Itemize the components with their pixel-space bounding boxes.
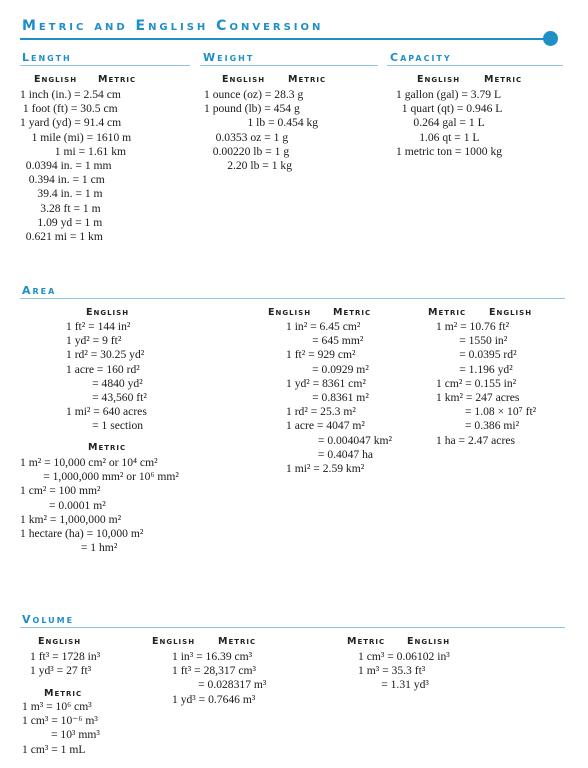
length-heading: Length (22, 51, 72, 64)
length-english-header: English (34, 74, 78, 85)
area-english-header-1: English (86, 307, 130, 318)
volume-metric-header-1: Metric (44, 688, 83, 699)
conversion-line: 1 gallon (gal) = 3.79 L (396, 88, 502, 101)
weight-heading: Weight (203, 51, 255, 64)
conversion-line: 0.264 gal = 1 L (396, 116, 485, 130)
conversion-line: = 0.028317 m³ (172, 678, 267, 692)
conversion-line: 1 ft³ = 28,317 cm³ (172, 664, 257, 678)
conversion-line: 1 metric ton = 1000 kg (396, 144, 503, 158)
volume-heading: Volume (22, 613, 75, 626)
volume-english-header-3: English (407, 636, 451, 647)
conversion-line: = 1,000,000 mm² or 10⁶ mm² (20, 470, 179, 484)
area-heading: Area (22, 284, 57, 297)
volume-metric-to-english-list (358, 650, 450, 693)
conversion-line: = 4840 yd² (66, 376, 143, 390)
volume-english-header-2: English (152, 636, 196, 647)
conversion-line: 1 acre = 4047 m² (286, 419, 365, 433)
conversion-line: 1 yd² = 9 ft² (66, 334, 122, 348)
area-metric-list (20, 456, 179, 555)
length-rule (20, 65, 190, 66)
area-metric-header-2: Metric (333, 307, 372, 318)
conversion-line: 1 m³ = 35.3 ft³ (358, 664, 426, 678)
conversion-line: 0.621 mi = 1 km (20, 230, 103, 244)
conversion-line: = 1 hm² (20, 541, 118, 555)
conversion-line: 1 rd² = 30.25 yd² (66, 348, 145, 362)
conversion-line: 1 km² = 1,000,000 m² (20, 512, 122, 526)
area-metric-header-3: Metric (428, 307, 467, 318)
page-title: Metric and English Conversion (22, 18, 324, 34)
conversion-line: 1 inch (in.) = 2.54 cm (20, 88, 121, 101)
conversion-line: 1 mi² = 2.59 km² (286, 462, 365, 476)
weight-english-header: English (222, 74, 266, 85)
conversion-line: 1 m² = 10.76 ft² (436, 320, 510, 333)
conversion-line: 0.0353 oz = 1 g (204, 130, 289, 144)
area-rule (20, 298, 565, 299)
conversion-line: 1 cm² = 0.155 in² (436, 376, 517, 390)
conversion-line: 1 rd² = 25.3 m² (286, 405, 356, 419)
conversion-line: 1 quart (qt) = 0.946 L (396, 102, 503, 116)
conversion-line: 1 cm² = 100 mm² (20, 484, 101, 498)
conversion-line: 39.4 in. = 1 m (20, 187, 103, 201)
weight-list (204, 88, 318, 173)
conversion-line: = 1.196 yd² (436, 362, 513, 376)
area-english-header-2: English (268, 307, 312, 318)
conversion-line: 1 ounce (oz) = 28.3 g (204, 88, 304, 101)
capacity-list (396, 88, 502, 159)
conversion-line: 0.0394 in. = 1 mm (20, 159, 112, 173)
conversion-line: = 0.8361 m² (286, 391, 369, 405)
conversion-line: 1 cm³ = 10⁻⁶ m³ (22, 714, 98, 728)
conversion-line: 1 in³ = 16.39 cm³ (172, 650, 253, 663)
conversion-line: 1 ft² = 144 in² (66, 320, 131, 333)
capacity-heading: Capacity (390, 51, 452, 64)
volume-english-to-metric-list (172, 650, 266, 707)
conversion-line: 1 km² = 247 acres (436, 391, 520, 405)
conversion-line: 1 yd³ = 0.7646 m³ (172, 692, 256, 706)
volume-rule (20, 627, 565, 628)
conversion-line: 1 ft² = 929 cm² (286, 348, 356, 362)
conversion-line: 1 in² = 6.45 cm² (286, 320, 361, 333)
conversion-line: = 1550 in² (436, 334, 508, 348)
conversion-line: 1 m³ = 10⁶ cm³ (22, 700, 92, 713)
conversion-line: 1 mi = 1.61 km (20, 144, 127, 158)
volume-metric-header-3: Metric (347, 636, 386, 647)
conversion-line: = 0.0929 m² (286, 362, 369, 376)
conversion-line: = 0.0395 rd² (436, 348, 517, 362)
capacity-rule (387, 65, 563, 66)
conversion-line: 1 foot (ft) = 30.5 cm (20, 102, 118, 116)
conversion-line: 0.394 in. = 1 cm (20, 173, 105, 187)
conversion-line: = 0.004047 km² (286, 433, 392, 447)
area-english-to-metric-list (286, 320, 392, 476)
conversion-line: = 43,560 ft² (66, 391, 147, 405)
conversion-line: 1 cm³ = 1 mL (22, 742, 86, 756)
volume-metric-list (22, 700, 100, 757)
conversion-line: 1 hectare (ha) = 10,000 m² (20, 527, 144, 541)
conversion-line: 1 pound (lb) = 454 g (204, 102, 300, 116)
conversion-line: 1 ha = 2.47 acres (436, 433, 515, 447)
conversion-line: = 1 section (66, 419, 144, 433)
conversion-line: 1.09 yd = 1 m (20, 215, 103, 229)
conversion-line: 2.20 lb = 1 kg (204, 159, 293, 173)
title-rule (20, 38, 550, 40)
conversion-line: = 1.08 × 10⁷ ft² (436, 405, 537, 419)
conversion-line: 1 cm³ = 0.06102 in³ (358, 650, 450, 663)
weight-rule (200, 65, 378, 66)
length-list (20, 88, 131, 244)
conversion-line: 1 m² = 10,000 cm² or 10⁴ cm² (20, 456, 158, 469)
conversion-line: = 10³ mm³ (22, 728, 100, 742)
length-metric-header: Metric (98, 74, 137, 85)
conversion-line: 1 lb = 0.454 kg (204, 116, 319, 130)
title-dot (543, 31, 558, 46)
conversion-line: 1 yard (yd) = 91.4 cm (20, 116, 122, 130)
area-english-header-3: English (489, 307, 533, 318)
capacity-english-header: English (417, 74, 461, 85)
conversion-line: 3.28 ft = 1 m (20, 201, 101, 215)
area-metric-to-english-list (436, 320, 536, 448)
area-english-list (66, 320, 147, 434)
conversion-line: 1 ft³ = 1728 in³ (30, 650, 101, 663)
volume-english-header-1: English (38, 636, 82, 647)
conversion-line: 1 yd² = 8361 cm² (286, 376, 366, 390)
volume-english-list (30, 650, 100, 678)
area-metric-header-1: Metric (88, 442, 127, 453)
conversion-line: 1 yd³ = 27 ft³ (30, 664, 92, 678)
conversion-line: 0.00220 lb = 1 g (204, 144, 290, 158)
conversion-line: 1 acre = 160 rd² (66, 362, 140, 376)
volume-metric-header-2: Metric (218, 636, 257, 647)
conversion-line: = 0.386 mi² (436, 419, 520, 433)
weight-metric-header: Metric (288, 74, 327, 85)
conversion-line: = 1.31 yd³ (358, 678, 429, 692)
capacity-metric-header: Metric (484, 74, 523, 85)
conversion-line: 1 mi² = 640 acres (66, 405, 147, 419)
conversion-line: 1 mile (mi) = 1610 m (20, 130, 132, 144)
conversion-line: = 0.0001 m² (20, 498, 106, 512)
conversion-line: = 645 mm² (286, 334, 364, 348)
conversion-line: = 0.4047 ha (286, 447, 374, 461)
conversion-line: 1.06 qt = 1 L (396, 130, 480, 144)
